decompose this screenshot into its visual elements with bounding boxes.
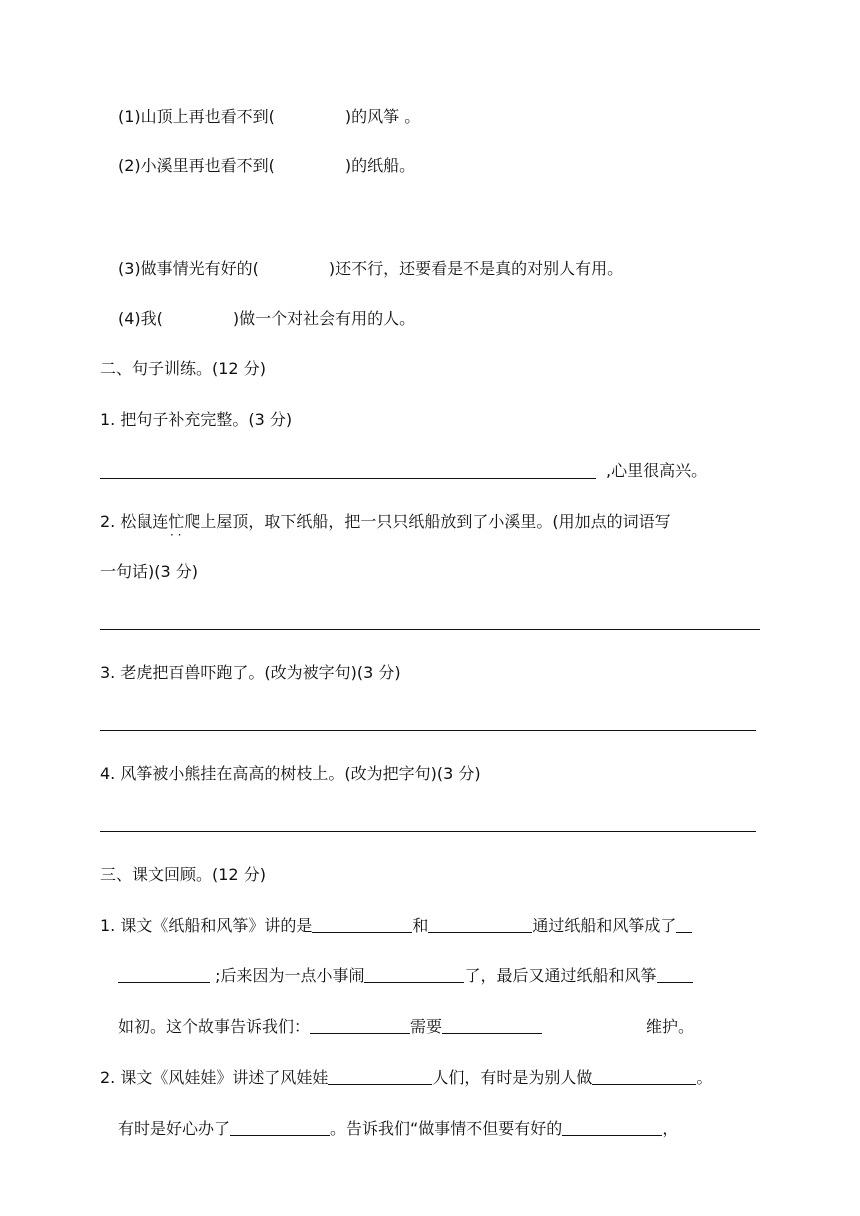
section3-title: 三、课文回顾。(12 分) bbox=[100, 865, 266, 884]
s3-q2-l2-b: 。告诉我们“做事情不但要有好的 bbox=[330, 1119, 563, 1138]
s3-q2-line2 bbox=[118, 1118, 678, 1140]
s3-q2-l2-c: ， bbox=[662, 1119, 679, 1138]
s2-q1-answer-line[interactable] bbox=[100, 478, 596, 479]
s3-q1-blank-6[interactable] bbox=[657, 966, 693, 983]
fill-item-4-post: )做一个对社会有用的人。 bbox=[232, 309, 416, 328]
fill-item-1 bbox=[118, 106, 420, 128]
s3-q1-blank-5[interactable] bbox=[364, 966, 464, 983]
s3-q1-line2 bbox=[118, 965, 693, 987]
s3-q1-blank-7[interactable] bbox=[310, 1017, 410, 1034]
s3-q1-blank-8[interactable] bbox=[442, 1017, 542, 1034]
s2-q3-answer-line[interactable] bbox=[100, 730, 756, 731]
s3-q2-blank-3[interactable] bbox=[230, 1119, 330, 1136]
s3-q2-blank-1[interactable] bbox=[328, 1068, 432, 1085]
s3-q1-l2-b: 了，最后又通过纸船和风筝 bbox=[464, 966, 657, 985]
s2-q1-text: 1. 把句子补充完整。(3 分) bbox=[100, 410, 293, 429]
s3-q1-l1-a: 1. 课文《纸船和风筝》讲的是 bbox=[100, 916, 313, 935]
fill-item-2-pre: (2)小溪里再也看不到( bbox=[118, 156, 275, 175]
s2-q3-text: 3. 老虎把百兽吓跑了。(改为被字句)(3 分) bbox=[100, 663, 401, 682]
s3-q1-l3-b: 需要 bbox=[410, 1017, 443, 1036]
section2-title: 二、句子训练。(12 分) bbox=[100, 359, 266, 378]
fill-item-2-post: )的纸船。 bbox=[344, 156, 416, 175]
fill-item-1-post: )的风筝 。 bbox=[344, 107, 421, 126]
s3-q2-l2-a: 有时是好心办了 bbox=[118, 1119, 231, 1138]
emphasis-dots: · · bbox=[170, 528, 182, 542]
fill-item-4-pre: (4)我( bbox=[118, 309, 163, 328]
s3-q1-l1-b: 和 bbox=[412, 916, 429, 935]
s3-q1-l3-c: 维护。 bbox=[646, 1017, 695, 1036]
fill-item-3 bbox=[118, 258, 623, 280]
s3-q1-blank-3[interactable] bbox=[676, 916, 692, 933]
s3-q1-blank-4[interactable] bbox=[118, 966, 210, 983]
s3-q1-l2-a: ;后来因为一点小事闹 bbox=[210, 966, 365, 985]
fill-item-4 bbox=[118, 308, 415, 330]
s3-q2-blank-2[interactable] bbox=[592, 1068, 696, 1085]
s3-q2-l1-c: 。 bbox=[696, 1068, 713, 1087]
s3-q1-line1 bbox=[100, 915, 692, 937]
s3-q2-l1-a: 2. 课文《风娃娃》讲述了风娃娃 bbox=[100, 1068, 329, 1087]
s2-q2-line2: 一句话)(3 分) bbox=[100, 562, 198, 581]
s3-q2-line1 bbox=[100, 1067, 712, 1089]
s3-q1-l3-a: 如初。这个故事告诉我们： bbox=[118, 1017, 311, 1036]
fill-item-2 bbox=[118, 155, 415, 177]
s2-q1-tail: ,心里很高兴。 bbox=[606, 461, 708, 480]
s2-q4-answer-line[interactable] bbox=[100, 831, 756, 832]
s3-q2-l1-b: 人们，有时是为别人做 bbox=[432, 1068, 593, 1087]
fill-item-1-pre: (1)山顶上再也看不到( bbox=[118, 107, 275, 126]
fill-item-3-post: )还不行，还要看是不是真的对别人有用。 bbox=[328, 259, 624, 278]
s3-q1-l1-c: 通过纸船和风筝成了 bbox=[532, 916, 677, 935]
s3-q1-blank-1[interactable] bbox=[312, 916, 412, 933]
s2-q2-answer-line[interactable] bbox=[100, 629, 760, 630]
s3-q1-blank-2[interactable] bbox=[428, 916, 532, 933]
s3-q2-blank-4[interactable] bbox=[562, 1119, 662, 1136]
s2-q4-text: 4. 风筝被小熊挂在高高的树枝上。(改为把字句)(3 分) bbox=[100, 764, 481, 783]
fill-item-3-pre: (3)做事情光有好的( bbox=[118, 259, 259, 278]
s2-q2-line1: 2. 松鼠连忙爬上屋顶，取下纸船，把一只只纸船放到了小溪里。(用加点的词语写 bbox=[100, 512, 671, 531]
s3-q1-line3 bbox=[118, 1016, 694, 1038]
